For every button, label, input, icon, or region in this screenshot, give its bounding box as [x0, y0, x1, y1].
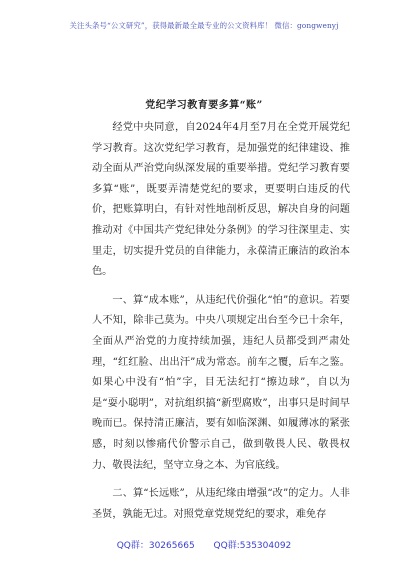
paragraph-intro: 经党中央同意，自2024年4月至7月在全党开展党纪学习教育。这次党纪学习教育，是加强党的纪律建设、推动全面从严治党向纵深发展的重要举措。党纪学习教育要多算“账”，既要弄清楚党纪的要求，更要明白违反的代价，把账算明白，有针对性地剖析反思，解决自身的问题推动对《中国共产党纪律处分条例》的学习往深里走、实里走，切实提升党员的自律能力，永葆清正廉洁的政治本色。	[92, 122, 350, 278]
footer-qq-group-2: QQ群:535304092	[213, 541, 292, 551]
footer-qq-group-1: QQ群：30265665	[116, 541, 195, 551]
document-title: 党纪学习教育要多算“账”	[145, 100, 263, 111]
footer	[0, 538, 408, 551]
paragraph-long-term-account: 二、算“长远账”，从违纪缘由增强“改”的定力。人非圣贤，孰能无过。对照党章党规党纪的要求，难免存	[92, 488, 350, 520]
paragraph-cost-account: 一、算“成本账”，从违纪代价强化“怕”的意识。若要人不知，除非己莫为。中央八项规定出台至今已十余年，全面从严治党的力度持续加强，违纪人员都受到严肃处理，“红红脸、出出汗”成为常态。前车之覆，后车之鉴。如果心中没有“怕”字，目无法纪打“擦边球”，自以为是“耍小聪明”，对抗组织搞“新型腐败”，出事只是时间早晚而已。保持清正廉洁，要有如临深渊、如履薄冰的紧张感，时刻以惨痛代价警示自己，做到敬畏人民、敬畏权力、敬畏法纪，坚守立身之本、为官底线。	[92, 294, 350, 471]
document-body	[92, 118, 350, 525]
header-banner: 关注头条号“公文研究”，获得最新最全最专业的公文资料库！ 微信：gongwenyj	[69, 21, 339, 30]
